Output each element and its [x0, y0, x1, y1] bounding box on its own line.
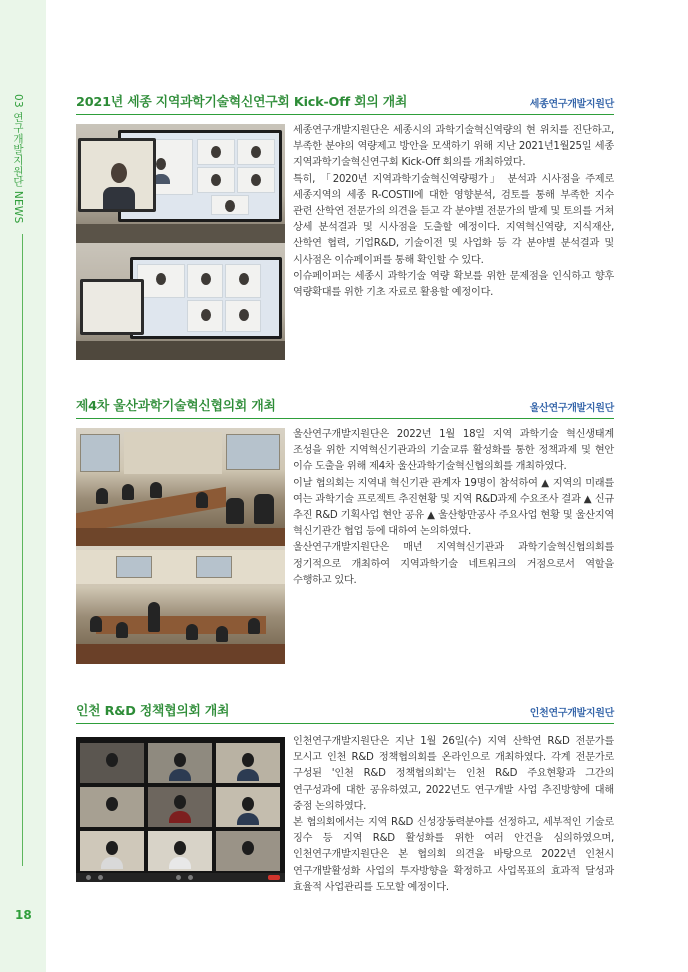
photo-video-conference-1: [76, 124, 285, 243]
page-number: 18: [15, 908, 32, 922]
article-body: [293, 734, 614, 896]
article-header: [76, 395, 614, 419]
sidebar-divider: [22, 234, 23, 866]
article-header: [76, 700, 614, 724]
article-incheon: [76, 700, 614, 893]
article-paragraph: 세종연구개발지원단은 세종시의 과학기술혁신역량의 현 위치를 진단하고, 부족한 분야의 역량제고 방안을 모색하기 위해 지난 2021년1월25일 세종 지역과학기술혁신연구회 Kick-Off 회의를 개최하였다. 특히, 「2020년 지역과학기술혁신역량평가」 분석과 시사점을 주제로 세종지역의 세종 R-COSTII에 대한 영향분석, 검토를 통해 부족한 지수 관련 산학연 전문가의 의견을 듣고 각 분야별 전문가의 발제 및 토의를 거쳐 상세 분석결과 및 시사점을 도출할 예정이다. 지역혁신역량, 지식재산, 산학연 협력, 기업R&D, 기술이전 및 사업화 등 각 분야별 분석결과 및 시사점은 이슈페이퍼를 통해 확인할 수 있다. 이슈페이퍼는 세종시 과학기술 역량 확보를 위한 문제점을 인식하고 향후 역량확대를 위한 기초 자료로 활용할 예정이다.: [293, 125, 614, 299]
photo-online-meeting-grid: [76, 737, 285, 882]
article-ulsan: [76, 395, 614, 586]
photo-video-conference-2: [76, 243, 285, 360]
article-title: 2021년 세종 지역과학기술혁신연구회 Kick-Off 회의 개최: [76, 95, 408, 110]
article-org: 인천연구개발지원단: [529, 708, 614, 719]
article-paragraph: 울산연구개발지원단은 2022년 1월 18일 지역 과학기술 혁신생태계 조성을 위한 지역혁신기관과의 기술교류 활성화를 통한 정책과제 및 현안 이슈 도출을 위해 제4차 울산과학기술혁신협의회를 개최하였다. 이날 협의회는 지역내 혁신기관 관계자 19명이 참석하여 ▲ 지역의 미래를 여는 과학기술 프로젝트 추진현황 및 지역 R&D과제 수요조사 결과 ▲ 신규 추진 R&D 기획사업 현안 공유 ▲ 울산항만공사 주요사업 현황 및 울산지역 혁신기관간 협업 등에 대하여 논의하였다. 울산연구개발지원단은 매년 지역혁신기관과 과학기술혁신협의회를 정기적으로 개최하여 지역과학기술 네트워크의 거점으로서 역할을 수행하고 있다.: [293, 429, 614, 586]
photo-meeting-room-2: [76, 546, 285, 664]
sidebar-section-label: 03 연구개발지원단 NEWS: [12, 94, 24, 224]
article-paragraph: 인천연구개발지원단은 지난 1월 26일(수) 지역 산학연 R&D 전문가를 모시고 인천 R&D 정책협의회를 온라인으로 개최하였다. 각계 전문가로 구성된 '인천 R&D 정책협의회'는 인천 R&D 주요현황과 그간의 연구성과에 대한 공유하였고, 2022년도 연구개발 사업 추진방향에 대해 중점 논의하였다. 본 협의회에서는 지역 R&D 신성장동력분야를 선정하고, 세부적인 기술로 징수 등 지역 R&D 활성화를 위한 여러 안건을 심의하였으며, 인천연구개발지원단은 본 협의회 의견을 바탕으로 2022년 인천시 연구개발활성화 사업의 투자방향을 확정하고 사업목표의 효과적 달성과 효율적 사업관리를 도모할 예정이다.: [293, 736, 614, 893]
article-header: [76, 91, 614, 115]
article-title: 인천 R&D 정책협의회 개최: [76, 704, 230, 719]
photo-meeting-room-1: [76, 428, 285, 546]
article-sejong: [76, 91, 614, 299]
article-body: [293, 123, 614, 301]
article-title: 제4차 울산과학기술혁신협의회 개최: [76, 399, 276, 414]
article-org: 울산연구개발지원단: [529, 403, 614, 414]
article-org: 세종연구개발지원단: [529, 99, 614, 110]
article-body: [293, 427, 614, 589]
